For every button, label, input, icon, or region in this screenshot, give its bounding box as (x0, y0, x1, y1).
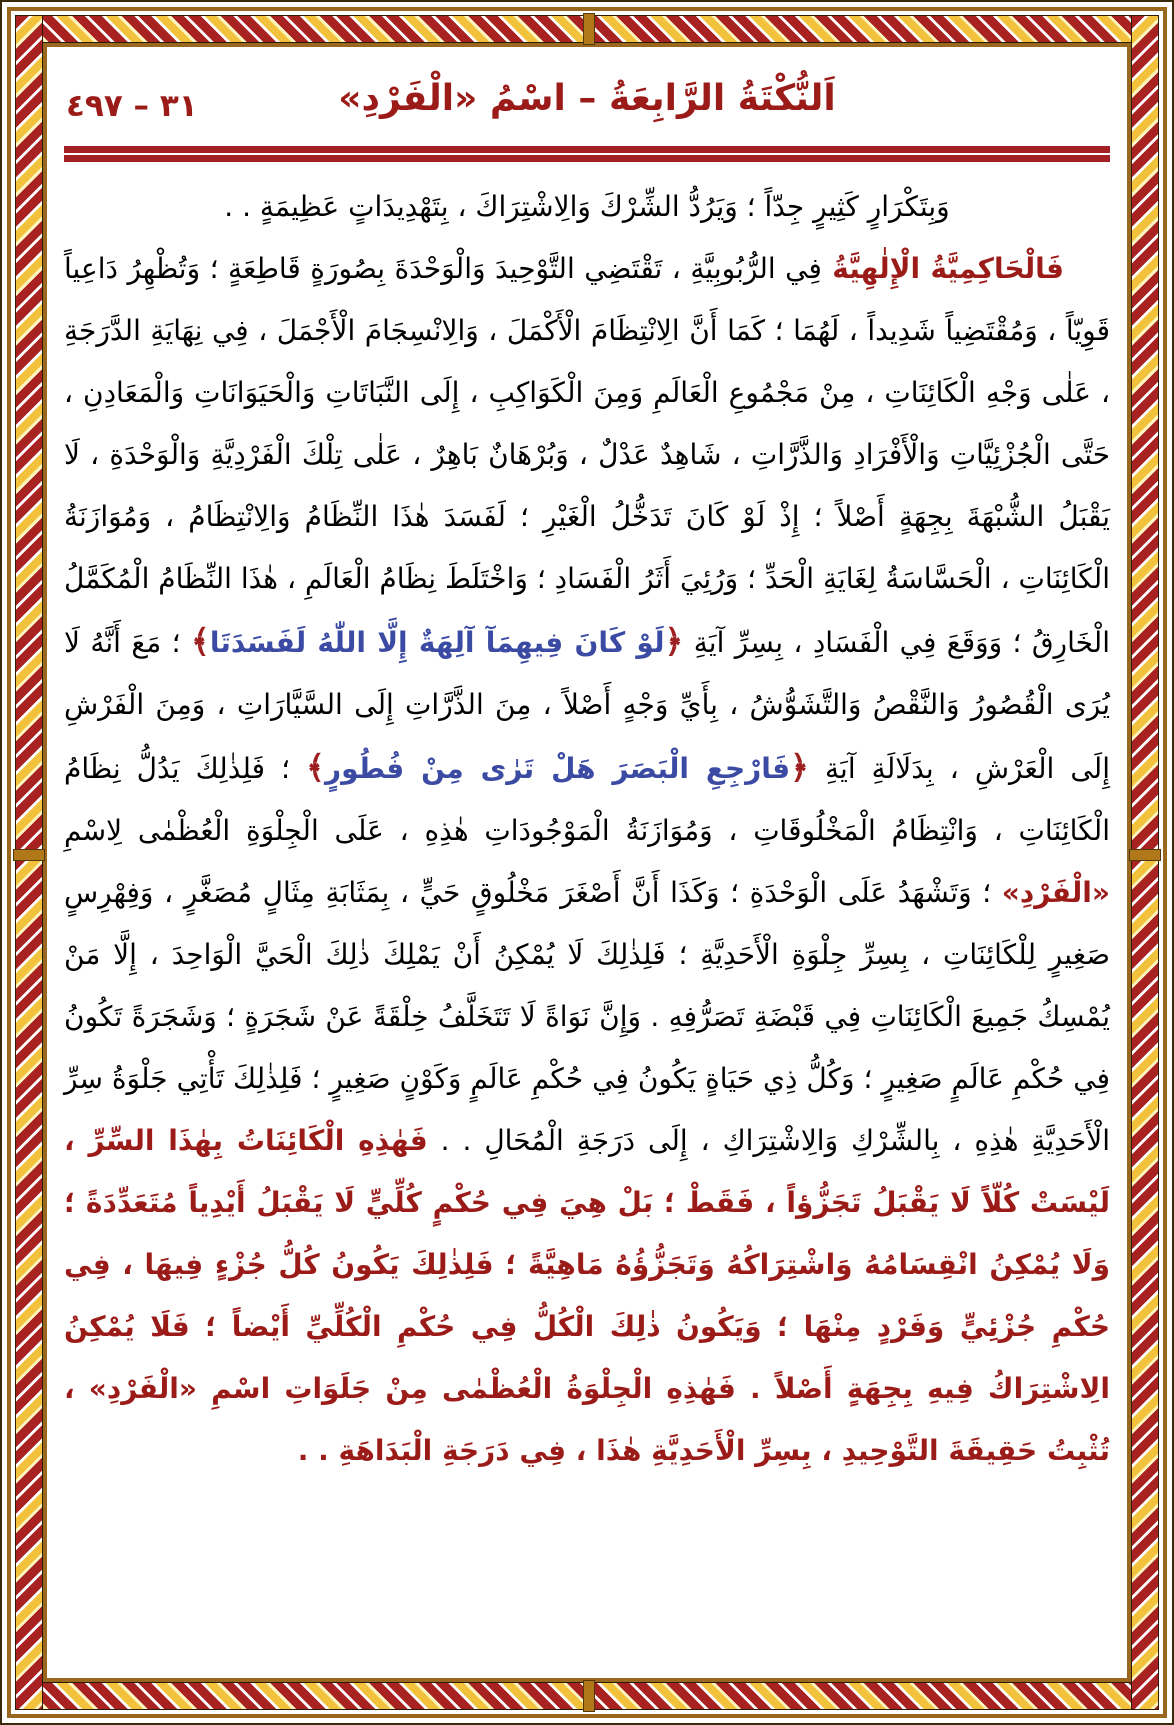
conclusion-red: فَهٰذِهِ الْكَائِنَاتُ بِهٰذَا السِّرِّ ، لَيْسَتْ كُلّاً لَا يَقْبَلُ تَجَزُّؤاً ، فَقَطْ ؛ بَلْ هِيَ فِي حُكْمٍ كُلِّيٍّ لَا يَقْبَلُ أَيْدِياً مُتَعَدِّدَةً ؛ وَلَا يُمْكِنُ انْقِسَامُهُ وَاشْتِرَاكُهُ وَتَجَزُّؤُهُ مَاهِيَّةً ؛ فَلِذٰلِكَ يَكُونُ كُلُّ جُزْءٍ فِيهَا ، فِي حُكْمِ جُزْئِيٍّ وَفَرْدٍ مِنْهَا ؛ وَيَكُونُ ذٰلِكَ الْكُلُّ فِي حُكْمِ الْكُلِّيِّ أَيْضاً ؛ فَلَا يُمْكِنُ الِاشْتِرَاكُ فِيهِ بِجِهَةٍ أَصْلاً . فَهٰذِهِ الْجِلْوَةُ الْعُظْمٰى مِنْ جَلَوَاتِ اسْمِ «الْفَرْدِ» ، تُثْبِتُ حَقِيقَةَ التَّوْحِيدِ ، بِسِرِّ الْأَحَدِيَّةِ هٰذَا ، فِي دَرَجَةِ الْبَدَاهَةِ . . (64, 1124, 1110, 1467)
frame-midpoint-ornament-right (1129, 849, 1161, 861)
page-number: ٣١ – ٤٩٧ (66, 88, 198, 124)
main-paragraph (64, 238, 1110, 1482)
body-run: فِي الرُّبُوبِيَّةِ ، تَقْتَضِي التَّوْحِيدَ وَالْوَحْدَةَ بِصُورَةٍ قَاطِعَةٍ ؛ وَتُظْهِرُ دَاعِياً قَوِيّاً ، وَمُقْتَضِياً شَدِيداً ، لَهُمَا ؛ كَمَا أَنَّ الِانْتِظَامَ الْأَكْمَلَ ، وَالِانْسِجَامَ الْأَجْمَلَ ، فِي نِهَايَةِ الدَّرَجَةِ ، عَلٰى وَجْهِ الْكَائِنَاتِ ، مِنْ مَجْمُوعِ الْعَالَمِ وَمِنَ الْكَوَاكِبِ ، إِلَى النَّبَاتَاتِ وَالْحَيَوَانَاتِ وَالْمَعَادِنِ ، حَتَّى الْجُزْئِيَّاتِ وَالْأَفْرَادِ وَالذَّرَّاتِ ، شَاهِدٌ عَدْلٌ ، وَبُرْهَانٌ بَاهِرٌ ، عَلٰى تِلْكَ الْفَرْدِيَّةِ وَالْوَحْدَةِ ، لَا يَقْبَلُ الشُّبْهَةَ بِجِهَةٍ أَصْلاً ؛ إِذْ لَوْ كَانَ تَدَخُّلُ الْغَيْرِ ؛ لَفَسَدَ هٰذَا النِّظَامُ وَالِانْتِظَامُ ، وَمُوَازَنَةُ الْكَائِنَاتِ ، الْحَسَّاسَةُ لِغَايَةِ الْحَدِّ ؛ وَرُئِيَ أَثَرُ الْفَسَادِ ؛ وَاخْتَلَطَ نِظَامُ الْعَالَمِ ، هٰذَا النِّظَامُ الْمُكَمَّلُ الْخَارِقُ ؛ وَوَقَعَ فِي الْفَسَادِ ، بِسِرِّ آيَةِ (64, 252, 1110, 659)
frame-midpoint-ornament-top (583, 13, 595, 45)
page-title: اَلنُّكْتَةُ الرَّابِعَةُ – اسْمُ «الْفَرْدِ» (338, 78, 836, 119)
header-divider (64, 146, 1110, 162)
quran-verse-anbiya: لَوْ كَانَ فِيهِمَآ آلِهَةٌ إِلَّا اللّٰهُ لَفَسَدَتَا (209, 626, 665, 659)
verse-open-ornament: ﴿ (664, 622, 684, 660)
frame-midpoint-ornament-bottom (583, 1680, 595, 1712)
frame-chain-right (1131, 15, 1159, 1710)
divine-sovereignty-lead: فَالْحَاكِمِيَّةُ الْإِلٰهِيَّةُ (821, 252, 1065, 285)
opening-line: وَبِتَكْرَارٍ كَثِيرٍ جِدّاً ؛ وَيَرُدُّ الشِّرْكَ وَالِاشْتِرَاكَ ، بِتَهْدِيدَاتٍ عَظِيمَةٍ . . (224, 190, 950, 223)
verse-open-ornament: ﴿ (790, 748, 809, 786)
quran-verse-mulk: فَارْجِعِ الْبَصَرَ هَلْ تَرٰى مِنْ فُطُورٍ (324, 752, 791, 785)
frame-midpoint-ornament-left (13, 849, 45, 861)
body-run: ؛ فَلِذٰلِكَ يَدُلُّ نِظَامُ الْكَائِنَاتِ ، وَانْتِظَامُ الْمَخْلُوقَاتِ ، وَمُوَازَنَةُ الْمَوْجُودَاتِ هٰذِهِ ، عَلَى الْجِلْوَةِ الْعُظْمٰى لِاسْمِ (64, 752, 1110, 847)
page-header (64, 72, 1110, 136)
frame-chain-left (15, 15, 43, 1710)
name-alfard: «الْفَرْدِ» (1001, 876, 1110, 909)
page-content (64, 72, 1110, 1482)
body-run: ؛ مَعَ أَنَّهُ لَا يُرَى الْقُصُورُ وَالنَّقْصُ وَالتَّشَوُّشُ ، بِأَيِّ وَجْهٍ أَصْلاً ، مِنَ الذَّرَّاتِ إِلَى السَّيَّارَاتِ ، وَمِنَ الْفَرْشِ إِلَى الْعَرْشِ ، بِدَلَالَةِ آيَةِ (64, 626, 1110, 785)
body-run: ؛ وَتَشْهَدُ عَلَى الْوَحْدَةِ ؛ وَكَذَا أَنَّ أَصْغَرَ مَخْلُوقٍ حَيٍّ ، بِمَثَابَةِ مِثَالٍ مُصَغَّرٍ ، وَفِهْرِسٍ صَغِيرٍ لِلْكَائِنَاتِ ، بِسِرِّ جِلْوَةِ الْأَحَدِيَّةِ ؛ فَلِذٰلِكَ لَا يُمْكِنُ أَنْ يَمْلِكَ ذٰلِكَ الْحَيَّ الْوَاحِدَ ، إِلَّا مَنْ يُمْسِكُ جَمِيعَ الْكَائِنَاتِ فِي قَبْضَةِ تَصَرُّفِهِ . وَإِنَّ نَوَاةً لَا تَتَخَلَّفُ خِلْقَةً عَنْ شَجَرَةٍ ؛ وَشَجَرَةً تَكُونُ فِي حُكْمِ عَالَمٍ صَغِيرٍ ؛ وَكُلُّ ذِي حَيَاةٍ يَكُونُ فِي حُكْمِ عَالَمٍ وَكَوْنٍ صَغِيرٍ ؛ فَلِذٰلِكَ تَأْتِي جَلْوَةُ سِرِّ الْأَحَدِيَّةِ هٰذِهِ ، بِالشِّرْكِ وَالِاشْتِرَاكِ ، إِلَى دَرَجَةِ الْمُحَالِ . . (64, 876, 1110, 1157)
body-text (64, 176, 1110, 1482)
verse-close-ornament: ﴾ (306, 748, 325, 786)
verse-close-ornament: ﴾ (190, 622, 210, 660)
